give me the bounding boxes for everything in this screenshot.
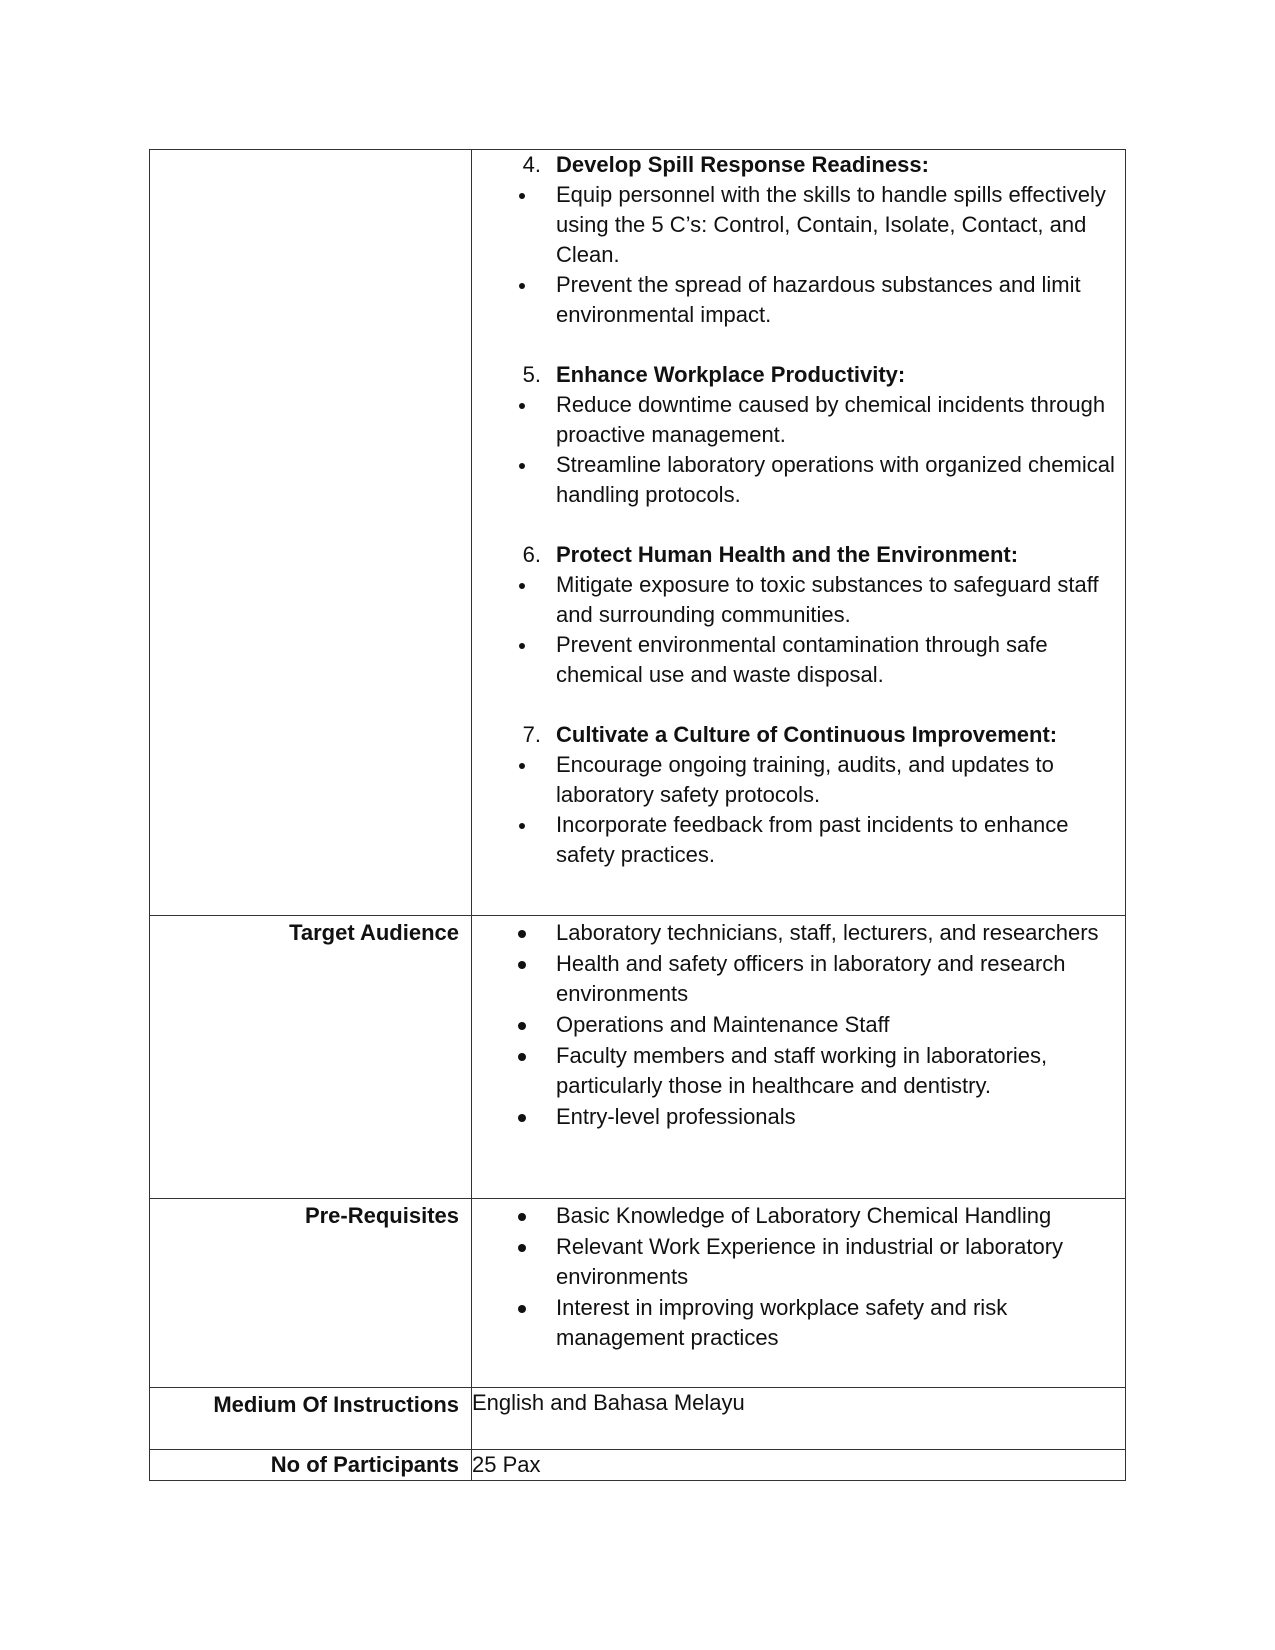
prerequisites-label: Pre-Requisites — [150, 1199, 472, 1388]
objective-6 — [472, 540, 1125, 690]
list-item: Faculty members and staff working in laboratories, particularly those in healthcare and dentistry. — [472, 1041, 1125, 1101]
medium-value: English and Bahasa Melayu — [472, 1388, 1126, 1450]
objective-number: 6. — [522, 542, 541, 567]
bullet-icon — [472, 390, 556, 450]
list-item: Equip personnel with the skills to handle spills effectively using the 5 C’s: Control, Contain, Isolate, Contact, and Clean. — [472, 180, 1125, 270]
prerequisites-list — [472, 1201, 1125, 1353]
objective-bullets — [472, 750, 1125, 870]
bullet-icon — [472, 949, 556, 1009]
list-item: Streamline laboratory operations with organized chemical handling protocols. — [472, 450, 1125, 510]
objective-heading — [472, 720, 1125, 750]
participants-label: No of Participants — [150, 1450, 472, 1481]
objective-title: Cultivate a Culture of Continuous Improvement: — [556, 722, 1058, 747]
list-item: Laboratory technicians, staff, lecturers, and researchers — [472, 918, 1125, 948]
participants-row — [150, 1450, 1126, 1481]
prerequisites-cell — [472, 1199, 1126, 1388]
bullet-icon — [472, 1201, 556, 1231]
objective-bullets — [472, 570, 1125, 690]
bullet-icon — [472, 450, 556, 510]
participants-value: 25 Pax — [472, 1450, 1126, 1481]
objective-bullets — [472, 180, 1125, 330]
objective-title: Enhance Workplace Productivity: — [556, 362, 906, 387]
bullet-icon — [472, 570, 556, 630]
objective-4 — [472, 150, 1125, 330]
list-item: Encourage ongoing training, audits, and updates to laboratory safety protocols. — [472, 750, 1125, 810]
list-item: Prevent environmental contamination through safe chemical use and waste disposal. — [472, 630, 1125, 690]
list-item: Entry-level professionals — [472, 1102, 1125, 1132]
list-item: Prevent the spread of hazardous substances and limit environmental impact. — [472, 270, 1125, 330]
list-item: Relevant Work Experience in industrial or laboratory environments — [472, 1232, 1125, 1292]
bullet-icon — [472, 1010, 556, 1040]
objectives-label-cell — [150, 150, 472, 916]
list-item: Health and safety officers in laboratory and research environments — [472, 949, 1125, 1009]
objective-7 — [472, 720, 1125, 870]
objective-title: Protect Human Health and the Environment: — [556, 542, 1019, 567]
list-item: Interest in improving workplace safety and risk management practices — [472, 1293, 1125, 1353]
objective-heading — [472, 360, 1125, 390]
objective-title: Develop Spill Response Readiness: — [556, 152, 929, 177]
medium-label: Medium Of Instructions — [150, 1388, 472, 1450]
bullet-icon — [472, 1293, 556, 1353]
objectives-cell — [472, 150, 1126, 916]
list-item: Incorporate feedback from past incidents to enhance safety practices. — [472, 810, 1125, 870]
list-item: Mitigate exposure to toxic substances to safeguard staff and surrounding communities. — [472, 570, 1125, 630]
list-item: Reduce downtime caused by chemical incidents through proactive management. — [472, 390, 1125, 450]
bullet-icon — [472, 270, 556, 330]
bullet-icon — [472, 630, 556, 690]
objective-heading — [472, 150, 1125, 180]
course-details-table — [149, 149, 1126, 1481]
bullet-icon — [472, 1232, 556, 1292]
objective-heading — [472, 540, 1125, 570]
list-item: Basic Knowledge of Laboratory Chemical Handling — [472, 1201, 1125, 1231]
objectives-row — [150, 150, 1126, 916]
objective-number: 4. — [522, 152, 541, 177]
objective-5 — [472, 360, 1125, 510]
objective-number: 5. — [522, 362, 541, 387]
objective-bullets — [472, 390, 1125, 510]
target-audience-list — [472, 918, 1125, 1132]
objective-number: 7. — [522, 722, 541, 747]
list-item: Operations and Maintenance Staff — [472, 1010, 1125, 1040]
bullet-icon — [472, 918, 556, 948]
bullet-icon — [472, 180, 556, 270]
prerequisites-row — [150, 1199, 1126, 1388]
medium-row — [150, 1388, 1126, 1450]
target-audience-row — [150, 916, 1126, 1199]
bullet-icon — [472, 1041, 556, 1101]
bullet-icon — [472, 810, 556, 870]
target-audience-label: Target Audience — [150, 916, 472, 1199]
target-audience-cell — [472, 916, 1126, 1199]
bullet-icon — [472, 1102, 556, 1132]
bullet-icon — [472, 750, 556, 810]
